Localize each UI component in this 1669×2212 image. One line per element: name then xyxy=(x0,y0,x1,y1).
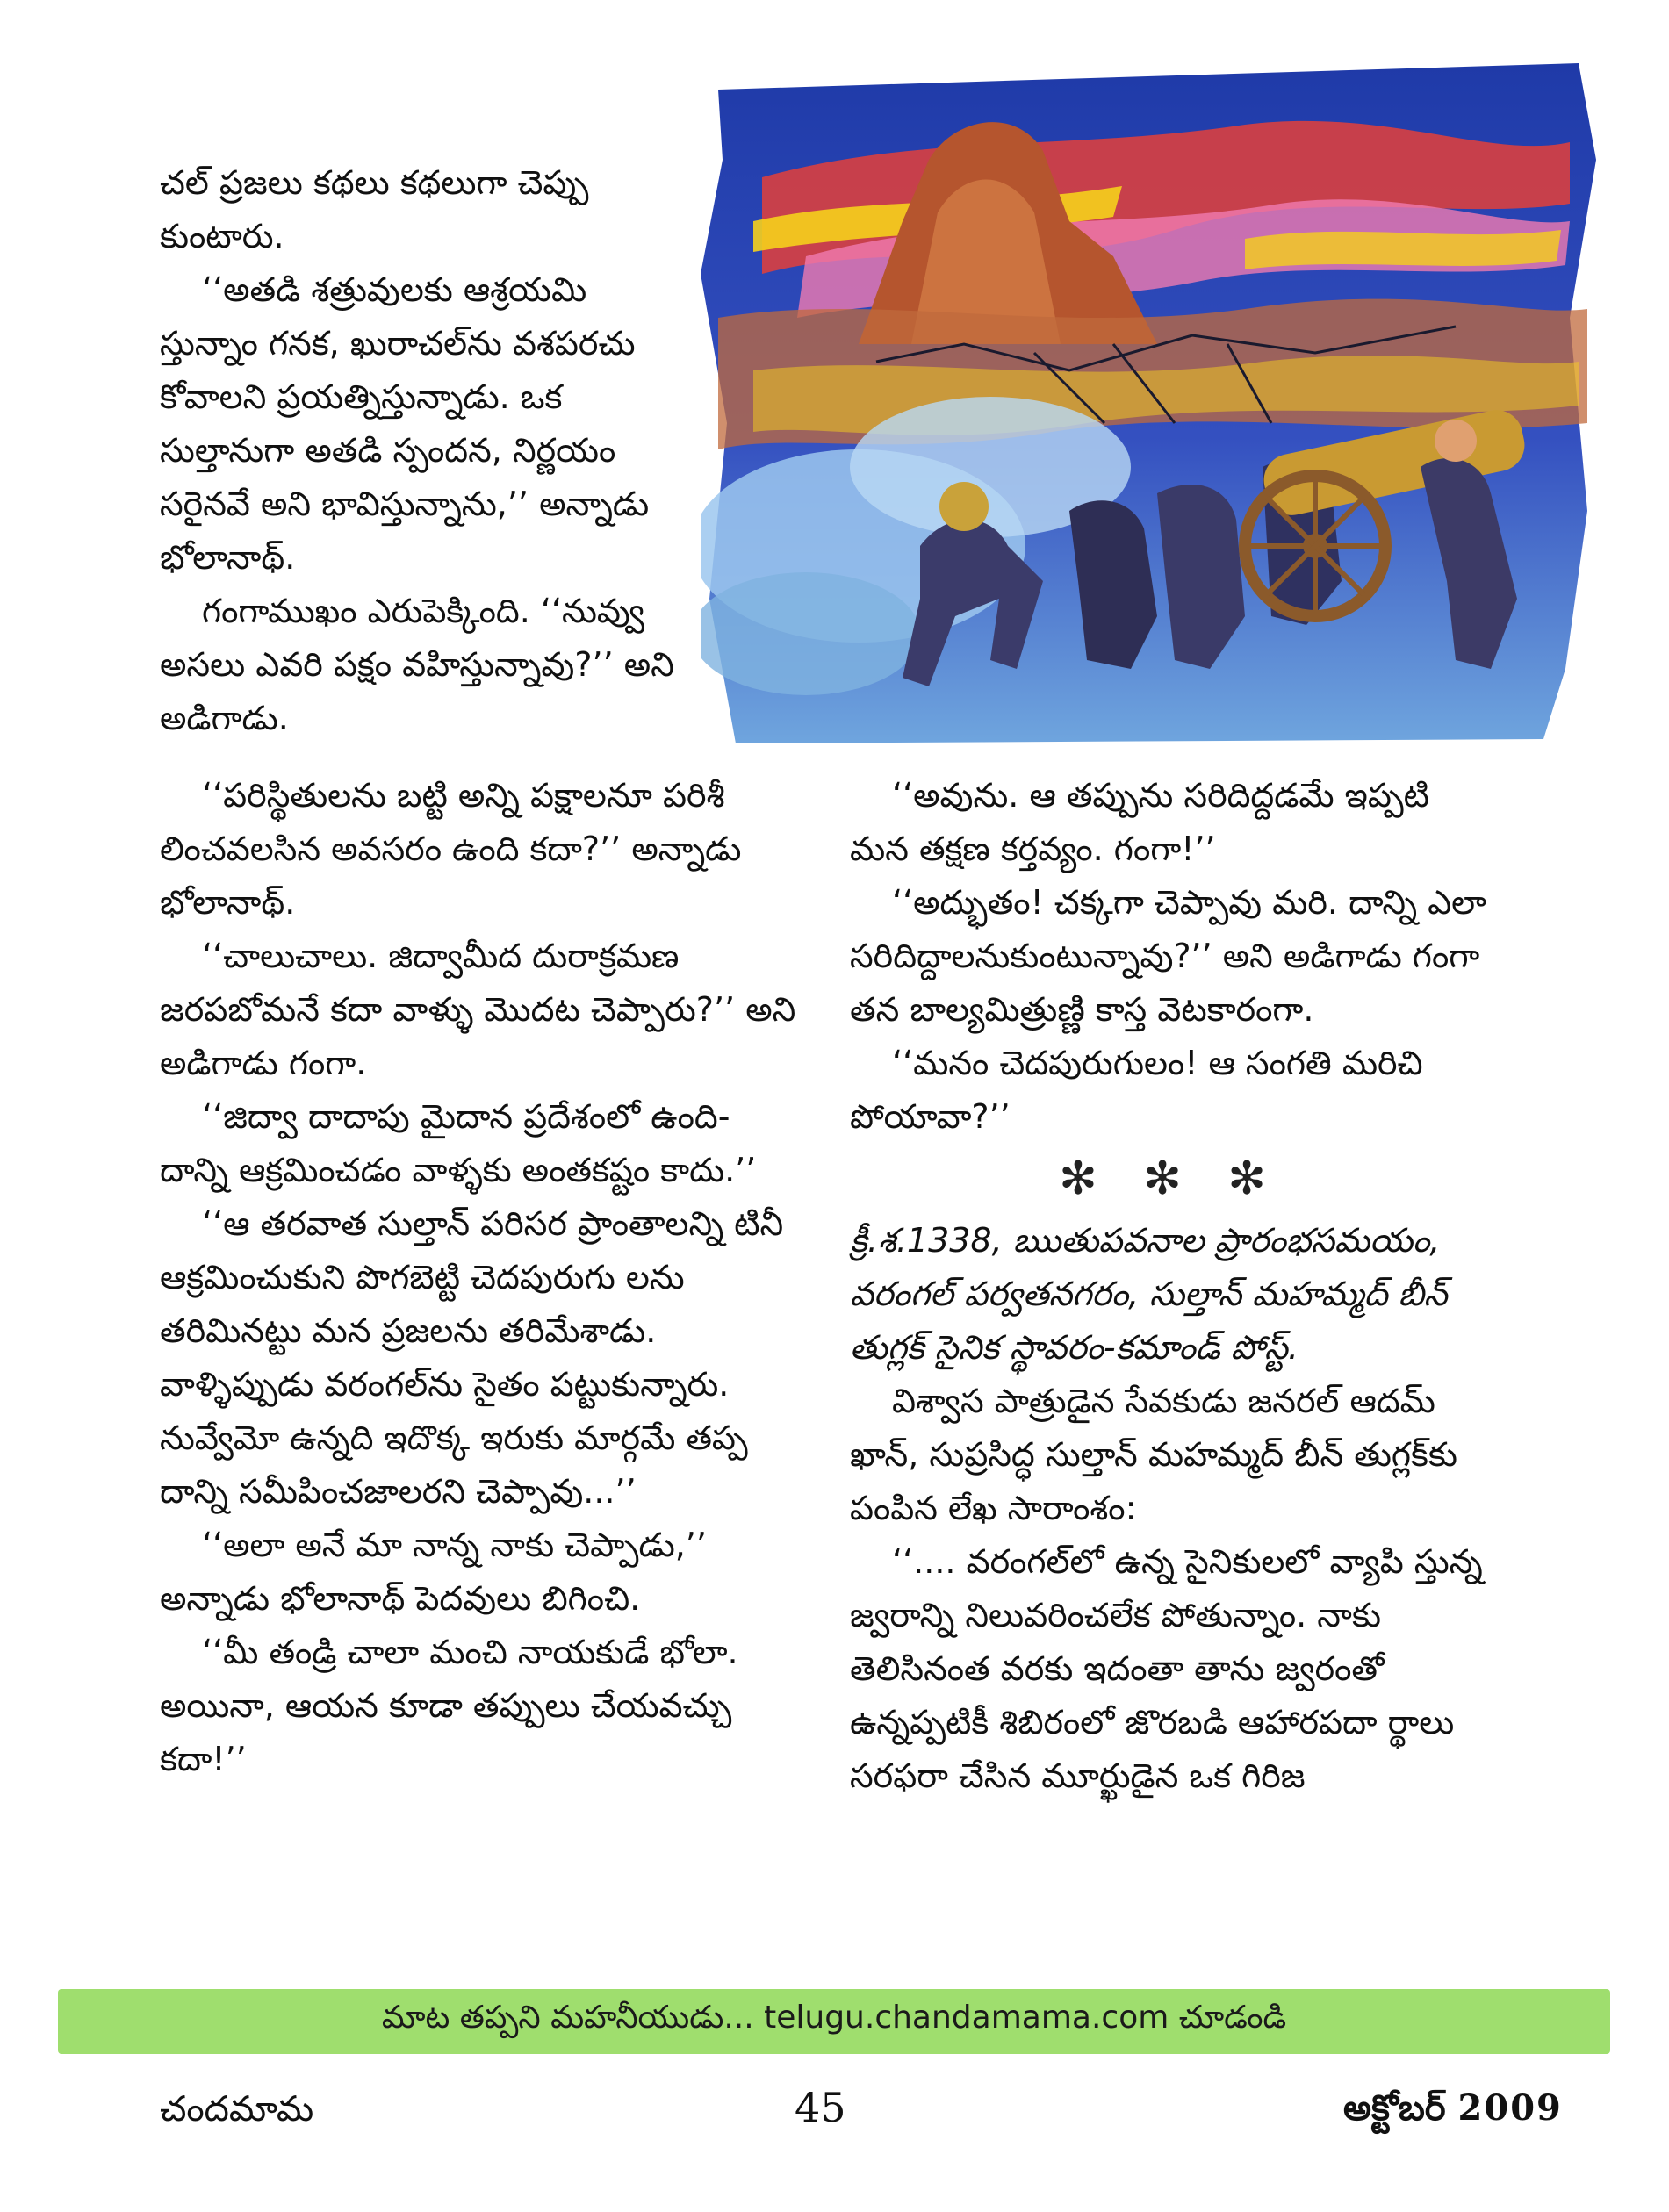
right-column xyxy=(850,769,1491,1803)
issue-date xyxy=(1343,2087,1563,2137)
magazine-name: చందమామ xyxy=(160,2089,314,2129)
paragraph: ‘‘పరిస్థితులను బట్టి అన్ని పక్షాలనూ పరిశీ లించవలసిన అవసరం ఉంది కదా?’’ అన్నాడు భోలానాథ్. xyxy=(160,776,742,922)
promo-banner xyxy=(58,1989,1610,2054)
left-column-top xyxy=(160,156,682,745)
paragraph: గంగాముఖం ఎరుపెక్కింది. ‘‘నువ్వు అసలు ఎవరి పక్షం వహిస్తున్నావు?’’ అని అడిగాడు. xyxy=(160,592,674,737)
promo-banner-text: మాట తప్పని మహనీయుడు... telugu.chandamama.com చూడండి xyxy=(381,2000,1287,2036)
paragraph: ‘‘అలా అనే మా నాన్న నాకు చెప్పాడు,’’ అన్నాడు భోలానాథ్ పెదవులు బిగించి. xyxy=(160,1526,707,1618)
paragraph: ‘‘అద్భుతం! చక్కగా చెప్పావు మరి. దాన్ని ఎలా సరిదిద్దాలనుకుంటున్నావు?’’ అని అడిగాడు గంగా తన బాల్యమిత్రుణ్ణి కాస్త వెటకారంగా. xyxy=(850,883,1486,1029)
paragraph: ‘‘చాలుచాలు. జిద్వామీద దురాక్రమణ జరపబోమనే కదా వాళ్ళు మొదట చెప్పారు?’’ అని అడిగాడు గంగా. xyxy=(160,937,796,1082)
paragraph: ‘‘అతడి శత్రువులకు ఆశ్రయమి స్తున్నాం గనక, ఖురాచల్‌ను వశపరచు కోవాలని ప్రయత్నిస్తున్నాడు. ఒక సుల్తానుగా అతడి స్పందన, నిర్ణయం సరైనవే అని భావిస్తున్నాను,’’ అన్నాడు భోలానాథ్. xyxy=(160,270,650,577)
paragraph: ‘‘ఆ తరవాత సుల్తాన్ పరిసర ప్రాంతాలన్ని టినీ ఆక్రమించుకుని పొగబెట్టి చెదపురుగు లను తరిమినట్టు మన ప్రజలను తరిమేశాడు. వాళ్ళిప్పుడు వరంగల్‌ను సైతం పట్టుకున్నారు. నువ్వేమో ఉన్నది ఇదొక్క ఇరుకు మార్గమే తప్ప దాన్ని సమీపించజాలరని చెప్పావు...’’ xyxy=(160,1204,784,1511)
page-number: 45 xyxy=(795,2084,846,2131)
issue-year: 2009 xyxy=(1457,2087,1563,2129)
paragraph: ‘‘.... వరంగల్‌లో ఉన్న సైనికులలో వ్యాపి స్తున్న జ్వరాన్ని నిలువరించలేక పోతున్నాం. నాకు తెలిసినంత వరకు ఇదంతా తాను జ్వరంతో ఉన్నప్పటికీ శిబిరంలో జొరబడి ఆహారపదా ర్థాలు సరఫరా చేసిన మూర్ఖుడైన ఒక గిరిజ xyxy=(850,1542,1483,1795)
left-column-bottom xyxy=(160,769,801,1786)
paragraph: ‘‘మీ తండ్రి చాలా మంచి నాయకుడే భోలా. అయినా, ఆయన కూడా తప్పులు చేయవచ్చు కదా!’’ xyxy=(160,1633,738,1778)
paragraph: ‘‘అవును. ఆ తప్పును సరిదిద్దడమే ఇప్పటి మన తక్షణ కర్తవ్యం. గంగా!’’ xyxy=(850,776,1429,868)
paragraph: ‘‘మనం చెదపురుగులం! ఆ సంగతి మరిచి పోయావా?’’ xyxy=(850,1044,1423,1136)
paragraph: చల్ ప్రజలు కథలు కథలుగా చెప్పు కుంటారు. xyxy=(160,163,589,255)
issue-month: అక్టోబర్ xyxy=(1343,2088,1446,2129)
paragraph: విశ్వాస పాత్రుడైన సేవకుడు జనరల్ ఆదమ్ ఖాన్, సుప్రసిద్ధ సుల్తాన్ మహమ్మద్ బీన్ తుగ్లక్‌కు పంపిన లేఖ సారాంశం: xyxy=(850,1382,1457,1527)
battle-illustration xyxy=(701,54,1605,748)
section-separator: ✻ ✻ ✻ xyxy=(1059,1153,1282,1205)
dispatch-heading: క్రీ.శ.1338, ఋతుపవనాల ప్రారంభసమయం, వరంగల్ పర్వతనగరం, సుల్తాన్ మహమ్మద్ బీన్ తుగ్లక్ సైనిక స్థావరం-కమాండ్ పోస్ట్. xyxy=(850,1221,1448,1367)
paragraph: ‘‘జిద్వా దాదాపు మైదాన ప్రదేశంలో ఉంది- దాన్ని ఆక్రమించడం వాళ్ళకు అంతకష్టం కాదు.’’ xyxy=(160,1097,757,1189)
